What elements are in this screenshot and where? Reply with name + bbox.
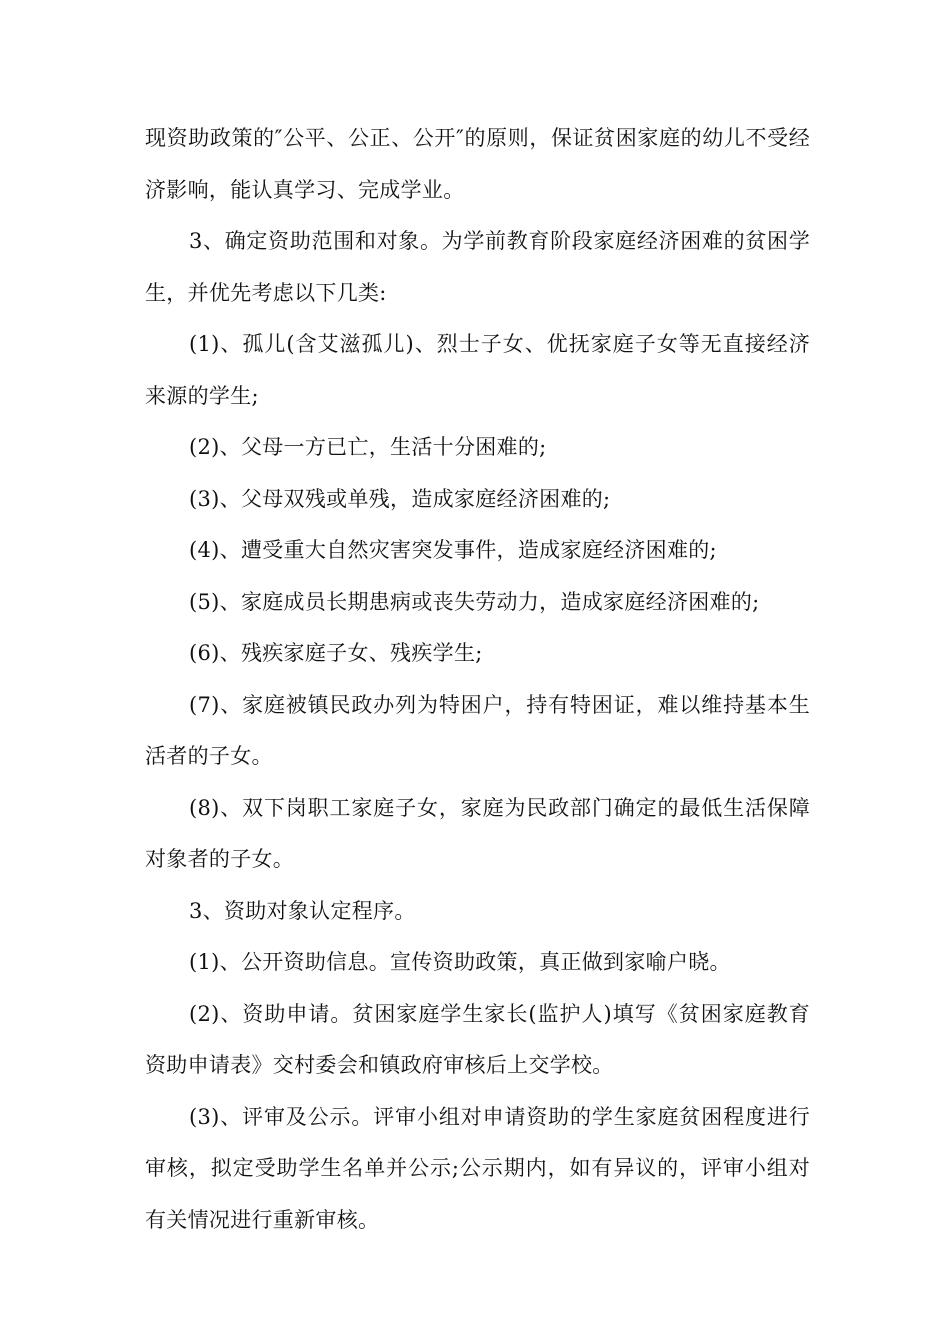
- list-item-2: (2)、父母一方已亡，生活十分困难的;: [189, 435, 547, 459]
- list-item-8: (8)、双下岗职工家庭子女，家庭为民政部门确定的最低生活保障对象者的子女。: [145, 795, 810, 871]
- list-item-4: (4)、遭受重大自然灾害突发事件，造成家庭经济困难的;: [189, 538, 717, 562]
- list-item-3: (3)、父母双残或单残，造成家庭经济困难的;: [189, 486, 611, 511]
- list-item-6: (6)、残疾家庭子女、残疾学生;: [189, 641, 483, 665]
- document-body: [145, 113, 810, 1246]
- list-item-1: (1)、孤儿(含艾滋孤儿)、烈士子女、优抚家庭子女等无直接经济来源的学生;: [145, 332, 810, 408]
- procedure-item-1: (1)、公开资助信息。宣传资助政策，真正做到家喻户晓。: [189, 950, 731, 974]
- procedure-item-2: (2)、资助申请。贫困家庭学生家长(监护人)填写《贫困家庭教育资助申请表》交村委会和镇政府审核后上交学校。: [145, 1001, 810, 1077]
- list-item-5: (5)、家庭成员长期患病或丧失劳动力，造成家庭经济困难的;: [189, 589, 760, 614]
- list-item-7: (7)、家庭被镇民政办列为特困户，持有特困证，难以维持基本生活者的子女。: [145, 692, 810, 768]
- paragraph-scope: 3、确定资助范围和对象。为学前教育阶段家庭经济困难的贫困学生，并优先考虑以下几类:: [145, 229, 810, 305]
- paragraph-continuation: 现资助政策的″公平、公正、公开″的原则，保证贫困家庭的幼儿不受经济影响，能认真学习、完成学业。: [145, 126, 810, 202]
- paragraph-procedure-heading: 3、资助对象认定程序。: [189, 898, 416, 923]
- procedure-item-3: (3)、评审及公示。评审小组对申请资助的学生家庭贫困程度进行审核，拟定受助学生名单并公示;公示期内，如有异议的，评审小组对有关情况进行重新审核。: [145, 1104, 810, 1232]
